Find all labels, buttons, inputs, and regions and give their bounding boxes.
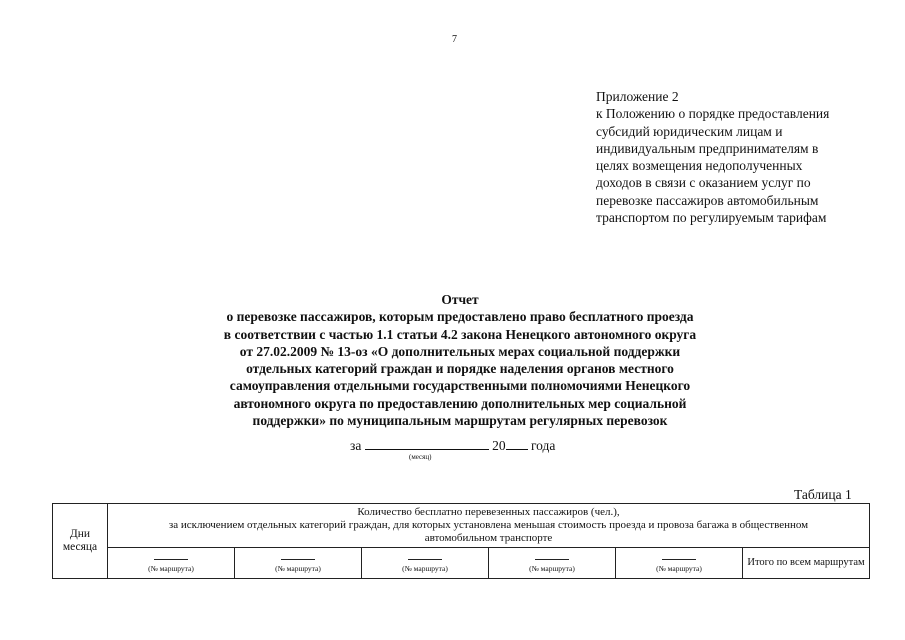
appendix-line: Приложение 2	[596, 89, 679, 104]
report-title-line: о перевозке пассажиров, которым предоставлено право бесплатного проезда	[226, 309, 694, 325]
route-column-label: (№ маршрута)	[529, 564, 575, 573]
table-label: Таблица 1	[794, 487, 852, 502]
appendix-block	[596, 88, 866, 226]
report-title-line: поддержки» по муниципальным маршрутам регулярных перевозок	[252, 413, 668, 429]
period-prefix: за	[350, 438, 362, 453]
year-blank[interactable]	[506, 437, 528, 450]
route-column	[616, 548, 743, 579]
period-line	[350, 437, 555, 454]
appendix-line: к Положению о порядке предоставления	[596, 106, 830, 122]
report-title-line: в соответствии с частью 1.1 статьи 4.2 закона Ненецкого автономного округа	[223, 326, 697, 342]
passenger-count-header	[108, 504, 870, 548]
days-header: Дни месяца	[53, 504, 108, 579]
period-suffix: года	[530, 438, 556, 453]
route-number-blank	[662, 551, 696, 560]
route-column	[108, 548, 235, 579]
month-blank[interactable]	[365, 437, 489, 450]
appendix-line: доходов в связи с оказанием услуг по	[596, 175, 811, 191]
header-line: автомобильном транспорте	[424, 532, 553, 544]
route-column	[489, 548, 616, 579]
appendix-line: транспортом по регулируемым тарифам	[596, 210, 827, 226]
route-column-label: (№ маршрута)	[148, 564, 194, 573]
report-table	[52, 503, 870, 579]
header-line: Количество бесплатно перевезенных пассажиров (чел.),	[357, 506, 620, 518]
report-heading: Отчет	[441, 292, 479, 307]
year-prefix: 20	[492, 438, 506, 453]
route-column-label: (№ маршрута)	[275, 564, 321, 573]
report-title-line: самоуправления отдельными государственными полномочиями Ненецкого	[229, 378, 691, 394]
route-column-label: (№ маршрута)	[402, 564, 448, 573]
appendix-line: перевозке пассажиров автомобильным	[596, 192, 819, 208]
appendix-line: индивидуальным предпринимателям в	[596, 140, 819, 156]
report-title-line: отдельных категорий граждан и порядке наделения органов местного	[246, 361, 674, 377]
month-caption: (месяц)	[409, 453, 432, 461]
route-number-blank	[535, 551, 569, 560]
header-line: за исключением отдельных категорий граждан, для которых установлена меньшая стоимость проезда и провоза багажа в общественном	[168, 519, 809, 531]
route-number-blank	[281, 551, 315, 560]
total-header: Итого по всем маршрутам	[743, 548, 870, 579]
route-column	[362, 548, 489, 579]
route-column	[235, 548, 362, 579]
page-number: 7	[452, 34, 457, 45]
report-title	[150, 291, 770, 429]
appendix-line: субсидий юридическим лицам и	[596, 123, 783, 139]
route-number-blank	[154, 551, 188, 560]
appendix-line: целях возмещения недополученных	[596, 158, 803, 174]
report-title-line: от 27.02.2009 № 13-оз «О дополнительных мерах социальной поддержки	[239, 343, 681, 359]
report-title-line: автономного округа по предоставлению дополнительных мер социальной	[233, 395, 687, 411]
route-number-blank	[408, 551, 442, 560]
route-column-label: (№ маршрута)	[656, 564, 702, 573]
